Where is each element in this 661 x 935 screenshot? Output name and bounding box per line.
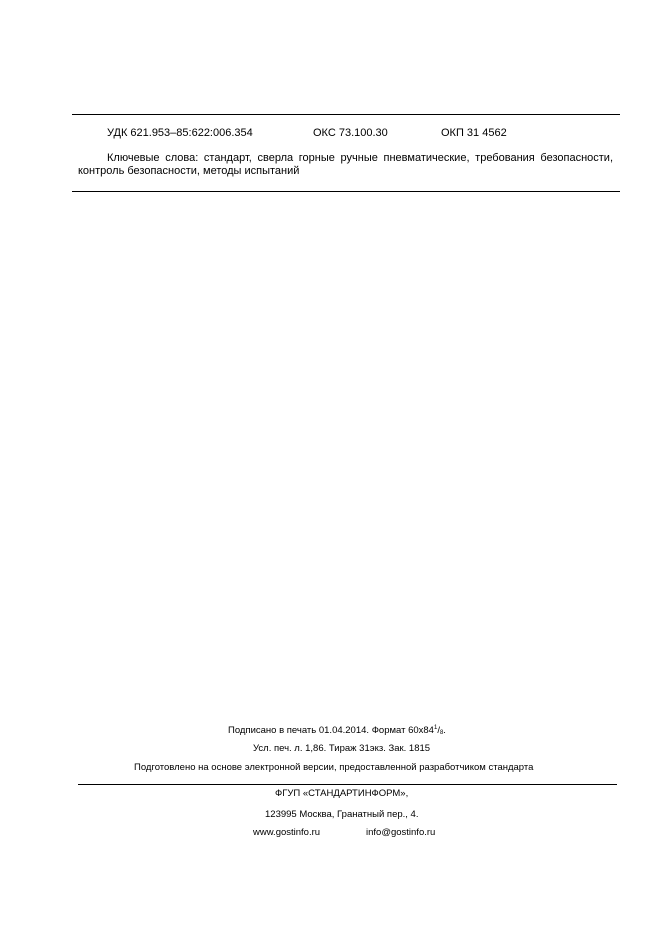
format-end: .	[443, 725, 446, 736]
website-link[interactable]: www.gostinfo.ru	[253, 827, 321, 838]
okp-code: ОКП 31 4562	[441, 127, 507, 139]
publisher-name: ФГУП «СТАНДАРТИНФОРМ»,	[275, 788, 409, 799]
signed-text: Подписано в печать 01.04.2014. Формат 60х84	[228, 725, 434, 736]
keywords-paragraph: Ключевые слова: стандарт, сверла горные ручные пневматические, требования безопасности, контроль безопасности, методы испытаний	[78, 152, 613, 177]
format-subscript: 8	[439, 730, 444, 736]
imprint-rule	[78, 784, 617, 785]
email-link[interactable]: info@gostinfo.ru	[366, 827, 436, 838]
oks-code: ОКС 73.100.30	[313, 127, 388, 139]
format-superscript: 1	[433, 725, 438, 731]
top-rule	[72, 114, 620, 115]
publisher-address: 123995 Москва, Гранатный пер., 4.	[265, 809, 419, 820]
signed-for-print-line: Подписано в печать 01.04.2014. Формат $60х84^1/_8$.	[228, 725, 446, 736]
udk-code: УДК 621.953–85:622:006.354	[107, 127, 253, 139]
prepared-note: Подготовлено на основе электронной версии, предоставленной разработчиком стандарта	[134, 762, 534, 773]
keywords-bottom-rule	[72, 191, 620, 192]
printing-details: Усл. печ. л. 1,86. Тираж 31экз. Зак. 1815	[253, 743, 431, 754]
